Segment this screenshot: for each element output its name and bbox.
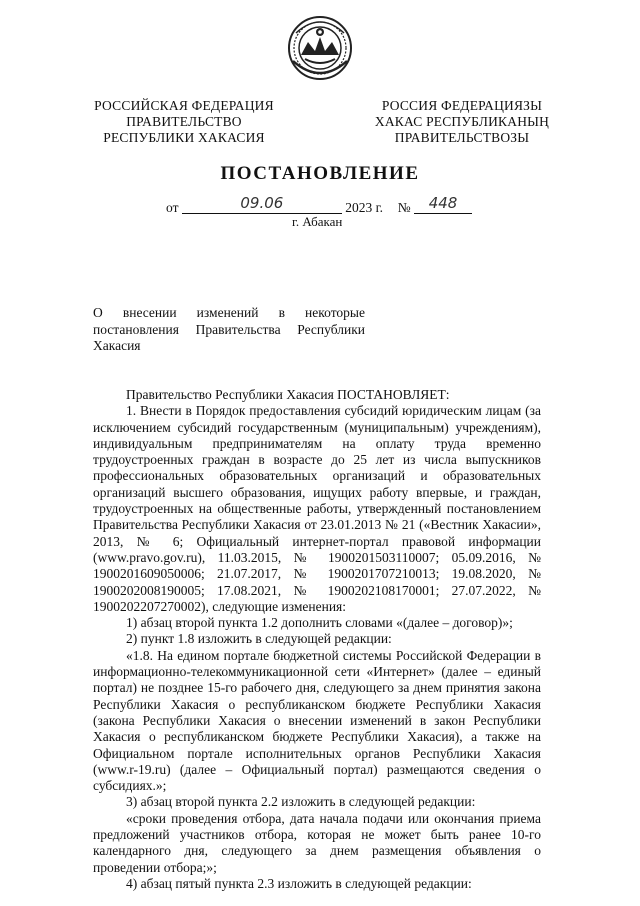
header-right-line: ХАКАС РЕСПУБЛИКАНЫҢ: [374, 114, 550, 129]
header-left-line: РОССИЙСКАЯ ФЕДЕРАЦИЯ: [94, 98, 274, 113]
body-paragraph: 1. Внести в Порядок предоставления субсидий юридическим лицам (за исключением субсидий государственным (муниципальным) учреждениям), индивидуальным предпринимателям на оплату труда временно трудоустроенных граждан в возрасте до 25 лет из числа выпускников профессиональных образовательных организаций и образовательных организаций высшего образования, ищущих работу впервые, и граждан, трудоустроенных на общественные работы, утвержденный постановлением Правительства Республики Хакасия от 23.01.2013 № 21 («Вестник Хакасии», 2013, № 6; Официальный интернет-портал правовой информации (www.pravo.gov.ru), 11.03.2015, № 1900201503110007; 05.09.2016, № 1900201609050006; 21.07.2017, № 1900201707210013; 19.08.2020, № 1900202008190005; 17.08.2021, № 1900202108170001; 27.07.2022, № 1900202207270002), следующие изменения:: [93, 403, 541, 614]
body-paragraph: Правительство Республики Хакасия ПОСТАНОВЛЯЕТ:: [126, 387, 450, 402]
date-value: 09.06: [240, 194, 284, 212]
from-label: от: [166, 200, 179, 215]
header-right-line: ПРАВИТЕЛЬСТВОЗЫ: [394, 130, 530, 145]
date-field: [182, 194, 342, 214]
header-left: [84, 98, 284, 146]
body-paragraph: «сроки проведения отбора, дата начала подачи или окончания приема предложений участников отбора, которая не может быть ранее 10-го календарного дня, следующего за днем размещения объявления о проведении отбора;»;: [93, 810, 541, 875]
coat-of-arms-icon: [287, 15, 353, 81]
body-paragraph: 3) абзац второй пункта 2.2 изложить в следующей редакции:: [126, 794, 476, 810]
header-right: [362, 98, 562, 146]
body-paragraph: 1) абзац второй пункта 1.2 дополнить словами «(далее – договор)»;: [126, 615, 513, 631]
body-paragraph: «1.8. На едином портале бюджетной системы Российской Федерации в информационно-телекоммуникационной сети «Интернет» (далее – единый портал) не позднее 15-го рабочего дня, следующего за днем принятия закона Республики Хакасия о республиканском бюджете Республики Хакасия (закона Республики Хакасия о внесении изменений в закон Республики Хакасия о республиканском бюджете Республики Хакасия), а также на Официальном портале исполнительных органов Республики Хакасия (www.r-19.ru) (далее – Официальный портал) размещаются сведения о субсидиях.»;: [93, 647, 541, 794]
body-paragraph: 2) пункт 1.8 изложить в следующей редакции:: [126, 631, 392, 647]
number-field: [414, 194, 472, 214]
document-subject: О внесении изменений в некоторые постановления Правительства Республики Хакасия: [93, 305, 365, 353]
document-body: [93, 387, 541, 892]
body-paragraph: 4) абзац пятый пункта 2.3 изложить в следующей редакции:: [126, 875, 472, 891]
year-label: 2023 г.: [345, 200, 383, 215]
document-title: ПОСТАНОВЛЕНИЕ: [220, 163, 420, 184]
header-left-line: ПРАВИТЕЛЬСТВО: [126, 114, 242, 129]
header-right-line: РОССИЯ ФЕДЕРАЦИЯЗЫ: [381, 98, 543, 113]
number-label: №: [397, 200, 411, 215]
number-value: 448: [428, 194, 458, 212]
header-left-line: РЕСПУБЛИКИ ХАКАСИЯ: [103, 130, 265, 145]
city-label: г. Абакан: [292, 214, 343, 229]
